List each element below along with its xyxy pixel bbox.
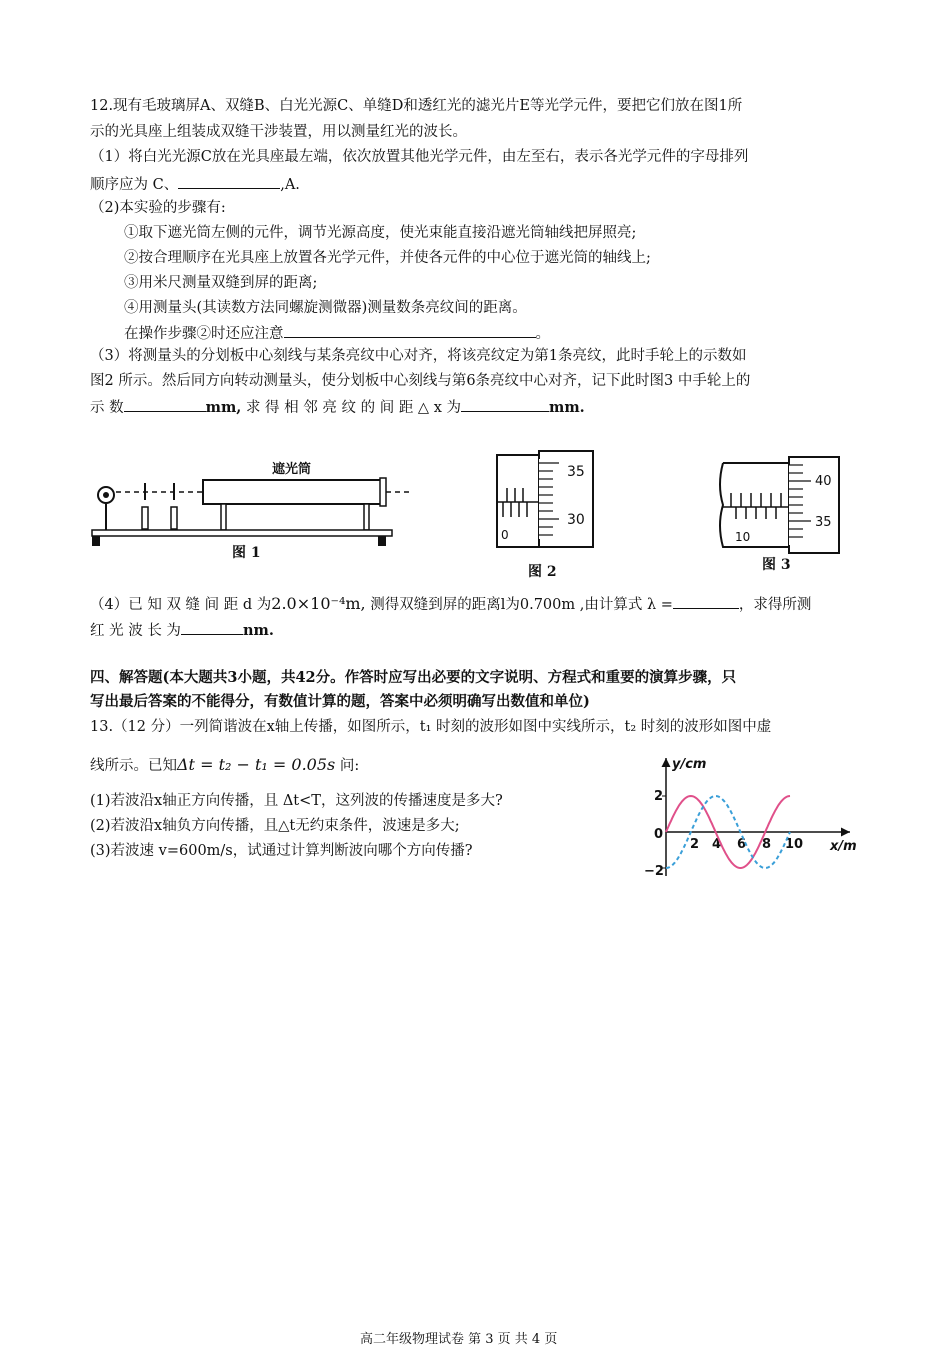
q12-part4-suffix: ，求得所测	[738, 597, 812, 613]
q12-part4-wavelength-label: 红 光 波 长 为	[90, 623, 181, 639]
fig2-tick-0: 0	[501, 528, 509, 542]
y-tick-neg2: −2	[644, 864, 664, 879]
q12-part4-line2	[90, 619, 274, 641]
fig3-tick-40: 40	[815, 474, 832, 489]
section-4-title-line1: 四、解答题(本大题共3小题，共42分。作答时应写出必要的文字说明、方程式和重要的演算步骤，只	[90, 669, 737, 686]
q13-question-3: (3)若波速 v=600m/s，试通过计算判断波向哪个方向传播?	[90, 843, 473, 859]
answer-blank-order[interactable]	[178, 173, 280, 189]
tube-label: 遮光筒	[272, 462, 312, 477]
thimble	[539, 451, 593, 547]
q12-note-suffix: 。	[535, 326, 550, 342]
q13-intro-prefix: 线所示。已知	[90, 758, 177, 774]
x-axis-label: x/m	[830, 839, 857, 854]
y-axis-label: y/cm	[672, 757, 707, 772]
q12-part1-line1: （1）将白光光源C放在光具座最左端，依次放置其他光学元件，由左至右，表示各光学元件的字母排列	[90, 149, 749, 165]
answer-blank-formula[interactable]	[673, 593, 739, 609]
q13-question-1: (1)若波沿x轴正方向传播，且 Δt<T，这列波的传播速度是多大?	[90, 793, 503, 809]
fig2-tick-35: 35	[567, 464, 585, 480]
q12-part4-line1	[90, 593, 811, 615]
bench-rail	[92, 530, 392, 536]
x-tick-4: 4	[712, 837, 722, 852]
y-tick-2: 2	[654, 789, 664, 804]
q12-part4-formula-label: ,由计算式 λ =	[575, 597, 673, 613]
q12-part3-middle: 求 得 相 邻 亮 纹 的 间 距 △ x 为	[241, 400, 461, 416]
q12-part2-title: （2)本实验的步骤有:	[90, 200, 226, 216]
q13-question-2: (2)若波沿x轴负方向传播，且△t无约束条件，波速是多大;	[90, 818, 460, 834]
fig3-tick-10: 10	[735, 530, 751, 544]
unit-mm-1: mm,	[205, 399, 242, 416]
fig2-tick-30: 30	[567, 512, 585, 528]
answer-blank-spacing[interactable]	[461, 396, 549, 412]
q13-intro-line2	[90, 755, 359, 776]
x-tick-2: 2	[690, 837, 700, 852]
figure-3-micrometer	[715, 455, 845, 555]
x-tick-6: 6	[737, 837, 747, 852]
fig3-tick-35: 35	[815, 515, 832, 530]
q12-note-prefix: 在操作步骤②时还应注意	[124, 326, 284, 342]
q12-step4: ④用测量头(其读数方法同螺旋测微器)测量数条亮纹间的距离。	[124, 300, 527, 316]
q12-part4-prefix: （4）已 知 双 缝 间 距 d 为	[90, 597, 272, 613]
section-4-title-line2: 写出最后答案的不能得分，有数值计算的题，答案中必须明确写出数值和单位)	[90, 693, 590, 710]
screen-holder	[380, 478, 386, 506]
unit-mm-2: mm.	[548, 399, 585, 416]
figure-2-micrometer	[493, 447, 603, 552]
x-tick-10: 10	[785, 837, 804, 852]
y-tick-0: 0	[654, 827, 664, 842]
light-shield-tube	[203, 480, 383, 504]
q12-step1: ①取下遮光筒左侧的元件，调节光源高度，使光束能直接沿遮光筒轴线把屏照亮;	[124, 225, 637, 241]
wave-graph	[640, 752, 870, 882]
q12-step3: ③用米尺测量双缝到屏的距离;	[124, 275, 318, 291]
q12-note-line	[124, 322, 550, 344]
q12-part1-suffix: ,A.	[280, 177, 300, 193]
unit-nm: nm.	[242, 622, 274, 639]
q13-formula: Δt = t₂ − t₁ = 0.05s	[177, 755, 336, 774]
figure-1-optical-bench	[88, 455, 418, 555]
page-footer: 高二年级物理试卷 第 3 页 共 4 页	[360, 1332, 558, 1347]
q12-part4-distance: 测得双缝到屏的距离l为0.700m	[365, 597, 576, 613]
answer-blank-reading[interactable]	[124, 396, 206, 412]
q12-part3-line1: （3）将测量头的分划板中心刻线与某条亮纹中心对齐，将该亮纹定为第1条亮纹，此时手轮上的示数如	[90, 348, 747, 364]
answer-blank-wavelength[interactable]	[181, 619, 243, 635]
q12-step2: ②按合理顺序在光具座上放置各光学元件，并使各元件的中心位于遮光筒的轴线上;	[124, 250, 651, 266]
q12-intro-line1: 12.现有毛玻璃屏A、双缝B、白光光源C、单缝D和透红光的滤光片E等光学元件，要把它们放在图1所	[90, 98, 743, 114]
figure-1-caption: 图 1	[232, 545, 261, 561]
figure-2-caption: 图 2	[528, 564, 557, 580]
q12-intro-line2: 示的光具座上组装成双缝干涉装置，用以测量红光的波长。	[90, 124, 467, 140]
q12-part3-line2: 图2 所示。然后同方向转动测量头，使分划板中心刻线与第6条亮纹中心对齐，记下此时图3 中手轮上的	[90, 373, 751, 389]
q13-intro-suffix: 问:	[335, 758, 360, 774]
q12-part1-line2	[90, 173, 300, 195]
x-tick-8: 8	[762, 837, 772, 852]
q12-part3-prefix: 示 数	[90, 400, 124, 416]
q13-intro-line1: 13.（12 分）一列简谐波在x轴上传播，如图所示，t₁ 时刻的波形如图中实线所示，t₂ 时刻的波形如图中虚	[90, 719, 772, 735]
answer-blank-note[interactable]	[284, 322, 536, 338]
q12-part3-line3	[90, 396, 585, 418]
figure-3-caption: 图 3	[762, 557, 791, 573]
q12-part1-prefix: 顺序应为 C、	[90, 177, 179, 193]
slit-spacing-value: 2.0×10⁻⁴m,	[271, 594, 366, 613]
